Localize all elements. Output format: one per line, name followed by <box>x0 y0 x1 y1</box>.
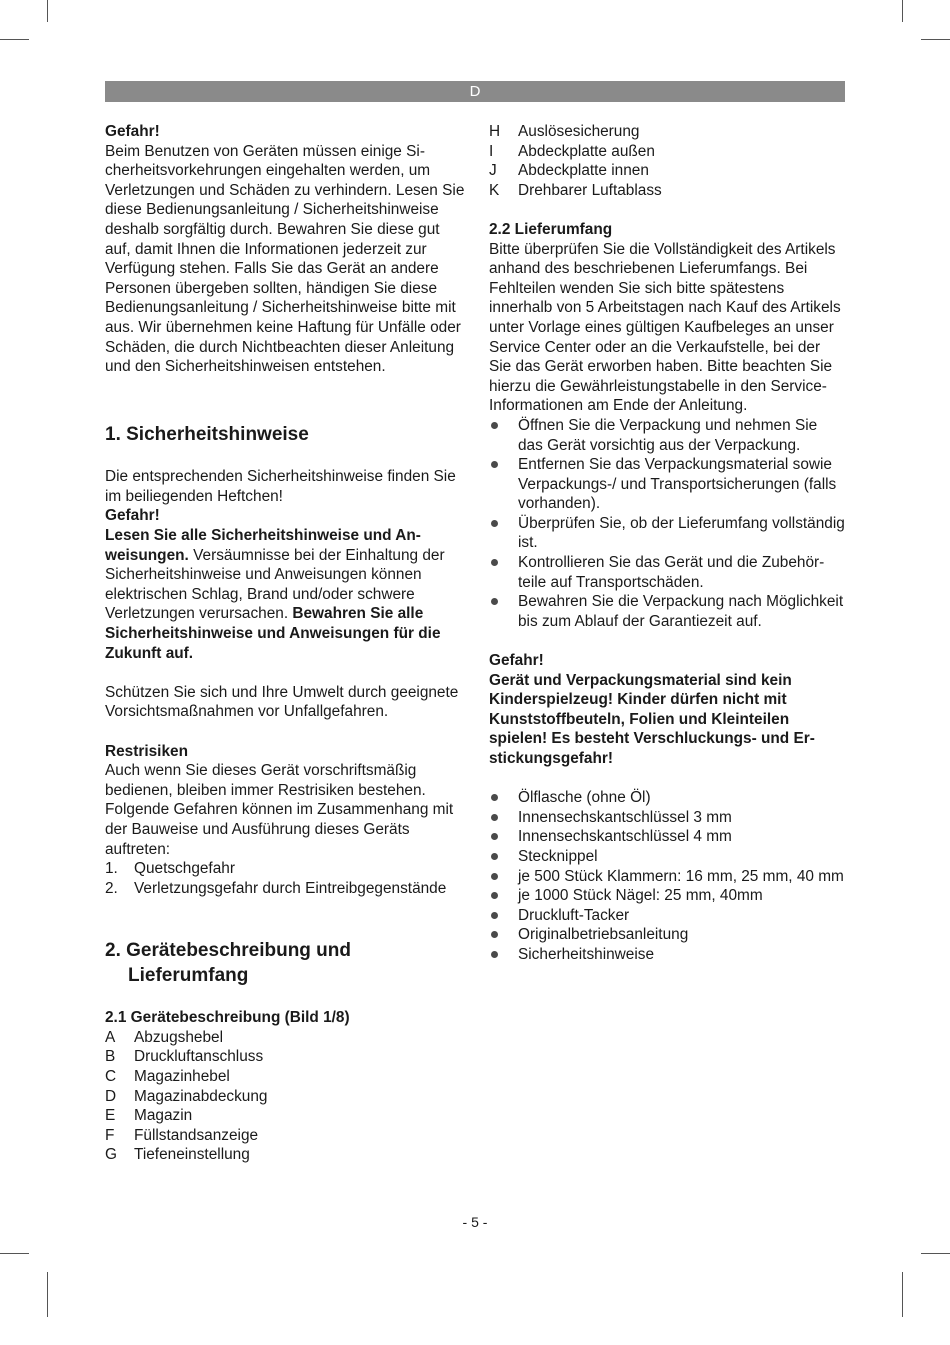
list-item: Innensechskantschlüssel 3 mm <box>489 808 845 828</box>
left-column <box>105 122 465 1165</box>
list-item: Sicherheitshinweise <box>489 945 845 965</box>
unpacking-steps-list <box>489 416 845 632</box>
parts-list-right <box>489 122 845 200</box>
list-item: Stecknippel <box>489 847 845 867</box>
crop-mark <box>47 1272 48 1317</box>
list-item: E Magazin <box>105 1107 193 1125</box>
language-header-bar <box>105 81 845 102</box>
protect-text: Schützen Sie sich und Ihre Umwelt durch geeignete Vorsichtsmaßnahmen vor Unfallgefahren. <box>105 683 459 721</box>
page-number: - 5 - <box>462 1214 488 1230</box>
list-item: Innensechskantschlüssel 4 mm <box>489 827 845 847</box>
section-2-title: 2. Gerätebeschreibung und Lieferumfang <box>105 940 351 986</box>
list-item: 2. Verletzungsgefahr durch Eintreibgegenstände <box>105 879 447 897</box>
list-item: H Auslösesicherung <box>489 123 640 140</box>
residual-risks-list <box>105 859 465 898</box>
warning-bold-read: Lesen Sie alle Sicherheitshinweise und Anweisungen. <box>105 527 421 564</box>
section-2-2-title: 2.2 Lieferumfang <box>489 220 613 238</box>
section-2-2-text: Bitte überprüfen Sie die Vollständigkeit des Artikels anhand des beschriebenen Lieferumfangs. Bei Fehlteilen wenden Sie sich bitte spätestens innerhalb von 5 Arbeitstagen nach Kauf des Artikels unter Vorlage eines gültigen Kaufbeleges an unser Service Center oder an die Verkaufstelle, bei der Sie das Gerät erworben haben. Bitte beachten Sie hierzu die Gewährleistungstabelle in den Service-Informationen am Ende der Anleitung. <box>489 240 841 415</box>
list-item: J Abdeckplatte innen <box>489 162 649 180</box>
section-1-title: 1. Sicherheitshinweise <box>105 423 309 445</box>
packaging-warning-text: Gerät und Verpackungsmaterial sind kein Kinderspielzeug! Kinder dürfen nicht mit Kunststoffbeuteln, Folien und Kleinteilen spielen! Es besteht Verschluckungs- und Erstickungsgefahr! <box>489 671 815 767</box>
section-1-warning-text <box>105 526 465 663</box>
crop-mark <box>902 1272 903 1317</box>
crop-mark <box>0 1253 29 1254</box>
list-item: Ölflasche (ohne Öl) <box>489 788 845 808</box>
list-item: I Abdeckplatte außen <box>489 142 655 160</box>
list-item: Öffnen Sie die Verpackung und nehmen Sie das Gerät vorsichtig aus der Verpackung. <box>489 416 845 455</box>
crop-mark <box>921 39 950 40</box>
list-item: Überprüfen Sie, ob der Lieferumfang vollständig ist. <box>489 514 845 553</box>
crop-mark <box>921 1253 950 1254</box>
intro-warning-text: Beim Benutzen von Geräten müssen einige Sicherheitsvorkehrungen eingehalten werden, um Verletzungen und Schäden zu verhindern. Lesen Sie diese Bedienungsanleitung / Sicherheitshinweise deshalb sorgfältig durch. Bewahren Sie diese gut auf, damit Ihnen die Informationen jederzeit zur Verfügung stehen. Falls Sie das Gerät an andere Personen übergeben sollten, händigen Sie diese Bedienungsanleitung / Sicherheitshinweise bitte mit aus. Wir übernehmen keine Haftung für Unfälle oder Schäden, die durch Nichtbeachten dieser Anleitung und den Sicherheitshinweisen entstehen. <box>105 142 465 376</box>
section-2-1-title: 2.1 Gerätebeschreibung (Bild 1/8) <box>105 1009 350 1027</box>
section-1-intro: Die entsprechenden Sicherheitshinweise finden Sie im beiliegenden Heftchen! <box>105 468 456 505</box>
intro-warning-title: Gefahr! <box>105 123 160 140</box>
list-item: C Magazinhebel <box>105 1068 230 1086</box>
list-item: Druckluft-Tacker <box>489 906 845 926</box>
crop-mark <box>902 0 903 22</box>
parts-list-left <box>105 1028 465 1165</box>
list-item: K Drehbarer Luftablass <box>489 181 662 199</box>
list-item: je 500 Stück Klammern: 16 mm, 25 mm, 40 mm <box>489 867 845 887</box>
list-item: je 1000 Stück Nägel: 25 mm, 40mm <box>489 886 845 906</box>
list-item: Kontrollieren Sie das Gerät und die Zubehörteile auf Transportschäden. <box>489 553 845 592</box>
list-item: Originalbetriebsanleitung <box>489 925 845 945</box>
delivery-contents-list <box>489 788 845 964</box>
residual-risks-title: Restrisiken <box>105 742 188 760</box>
residual-risks-text: Auch wenn Sie dieses Gerät vorschriftsmäßig bedienen, bleiben immer Restrisiken bestehen. Folgende Gefahren können im Zusammenhang mit der Bauweise und Ausführung dieses Geräts auftreten: <box>105 762 454 858</box>
warning-consequences: Versäumnisse bei der Einhaltung der Sicherheitshinweise und Anweisungen können elektrischen Schlag, Brand und/oder schwere Verletzungen verursachen. <box>105 546 445 623</box>
list-item: F Füllstandsanzeige <box>105 1126 259 1144</box>
right-column <box>489 122 845 965</box>
section-1-warning-title: Gefahr! <box>105 507 160 525</box>
list-item: Entfernen Sie das Verpackungsmaterial sowie Verpackungs-/ und Transportsicherungen (falls vorhanden). <box>489 455 845 514</box>
packaging-warning-title: Gefahr! <box>489 652 544 670</box>
list-item: D Magazinabdeckung <box>105 1087 268 1105</box>
crop-mark <box>0 39 29 40</box>
list-item: 1. Quetschgefahr <box>105 860 235 878</box>
warning-bold-keep: Bewahren Sie alle Sicherheitshinweise und Anweisungen für die Zukunft auf. <box>105 605 441 662</box>
list-item: Bewahren Sie die Verpackung nach Möglichkeit bis zum Ablauf der Garantiezeit auf. <box>489 592 845 631</box>
language-code: D <box>469 83 481 100</box>
list-item: A Abzugshebel <box>105 1028 223 1046</box>
list-item: B Druckluftanschluss <box>105 1048 264 1066</box>
list-item: G Tiefeneinstellung <box>105 1146 250 1164</box>
crop-mark <box>47 0 48 22</box>
